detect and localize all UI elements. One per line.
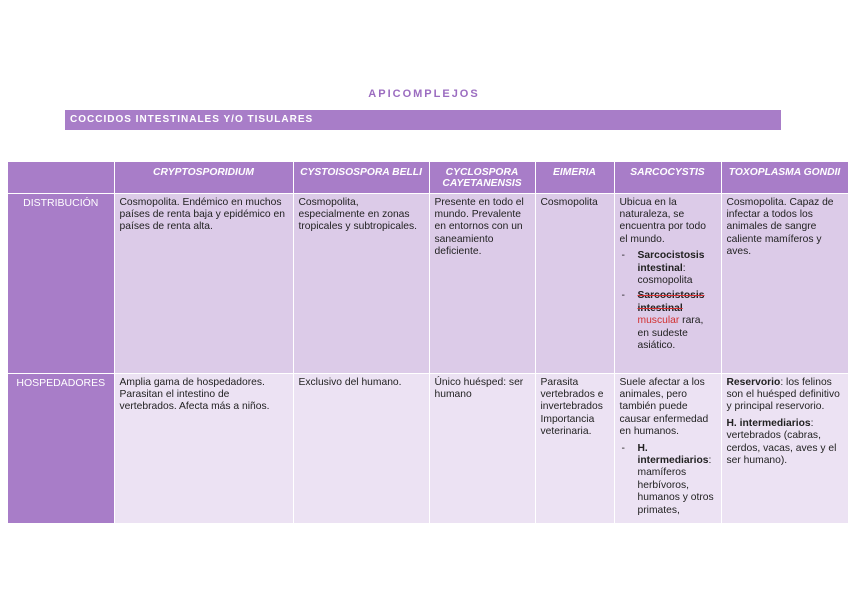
- table-header-row: [8, 162, 848, 193]
- header-empty: [8, 162, 114, 193]
- comparison-table: [8, 162, 848, 524]
- cell-host-toxoplasma: [721, 373, 848, 523]
- row-label-hospedadores: HOSPEDADORES: [8, 373, 114, 523]
- sarco-host-b1-rest: : mamíferos herbívoros, humanos y otros primates,: [637, 454, 714, 516]
- header-toxoplasma: TOXOPLASMA GONDII: [721, 162, 848, 193]
- cell-dist-sarcocystis: [614, 193, 721, 373]
- cell-host-eimeria: Parasita vertebrados e invertebrados Importancia veterinaria.: [535, 373, 614, 523]
- sarco-host-b1-bold: H. intermediarios: [637, 442, 709, 466]
- header-cystoisospora: CYSTOISOSPORA BELLI: [293, 162, 429, 193]
- sarco-dist-intro: Ubicua en la naturaleza, se encuentra por todo el mundo.: [619, 196, 706, 245]
- table-row-hospedadores: [8, 373, 848, 523]
- section-subtitle: COCCIDOS INTESTINALES Y/O TISULARES: [65, 110, 781, 130]
- cell-dist-cryptosporidium: Cosmopolita. Endémico en muchos países de renta baja y epidémico en países de renta alta.: [114, 193, 293, 373]
- toxo-host-p1: [727, 377, 843, 414]
- row-label-distribucion: DISTRIBUCIÓN: [8, 193, 114, 373]
- list-item: [620, 290, 716, 352]
- cell-host-sarcocystis: [614, 373, 721, 523]
- header-cyclospora: CYCLOSPORA CAYETANENSIS: [429, 162, 535, 193]
- sarco-dist-b1-bold: Sarcocistosis intestinal: [637, 250, 705, 274]
- toxo-host-p1-bold: Reservorio: [726, 376, 781, 388]
- toxo-host-p2-bold: H. intermediarios: [726, 417, 811, 429]
- cell-dist-cystoisospora: Cosmopolita, especialmente en zonas tropicales y subtropicales.: [293, 193, 429, 373]
- sarco-host-list: [620, 443, 716, 517]
- cell-dist-toxoplasma: Cosmopolita. Capaz de infectar a todos los animales de sangre caliente mamíferos y aves.: [721, 193, 848, 373]
- cell-host-cryptosporidium: Amplia gama de hospedadores. Parasitan el intestino de vertebrados. Afecta más a niños.: [114, 373, 293, 523]
- table-row-distribucion: [8, 193, 848, 373]
- sarco-dist-b2-bold: Sarcocistosis intestinal: [637, 290, 705, 314]
- header-eimeria: EIMERIA: [535, 162, 614, 193]
- toxo-host-p2: [727, 418, 843, 468]
- sarco-dist-b2-correction: muscular: [637, 315, 680, 327]
- sarco-dist-b2-rest: rara, en sudeste asiático.: [637, 315, 704, 351]
- sarco-host-intro: Suele afectar a los animales, pero también puede causar enfermedad en humanos.: [619, 376, 709, 438]
- header-sarcocystis: SARCOCYSTIS: [614, 162, 721, 193]
- page-title: APICOMPLEJOS: [368, 88, 480, 100]
- sarco-dist-list: [620, 250, 716, 352]
- cell-host-cystoisospora: Exclusivo del humano.: [293, 373, 429, 523]
- cell-dist-cyclospora: Presente en todo el mundo. Prevalente en entornos con un saneamiento deficiente.: [429, 193, 535, 373]
- header-cryptosporidium: CRYPTOSPORIDIUM: [114, 162, 293, 193]
- list-item: [620, 250, 716, 287]
- cell-dist-eimeria: Cosmopolita: [535, 193, 614, 373]
- sarco-dist-b1-rest: : cosmopolita: [637, 262, 693, 286]
- toxo-host-p2-rest: : vertebrados (cabras, cerdos, vacas, aves y el ser humano).: [726, 417, 837, 466]
- toxo-host-p1-rest: : los felinos son el huésped definitivo y principal reservorio.: [726, 376, 840, 413]
- list-item: [620, 443, 716, 517]
- cell-host-cyclospora: Único huésped: ser humano: [429, 373, 535, 523]
